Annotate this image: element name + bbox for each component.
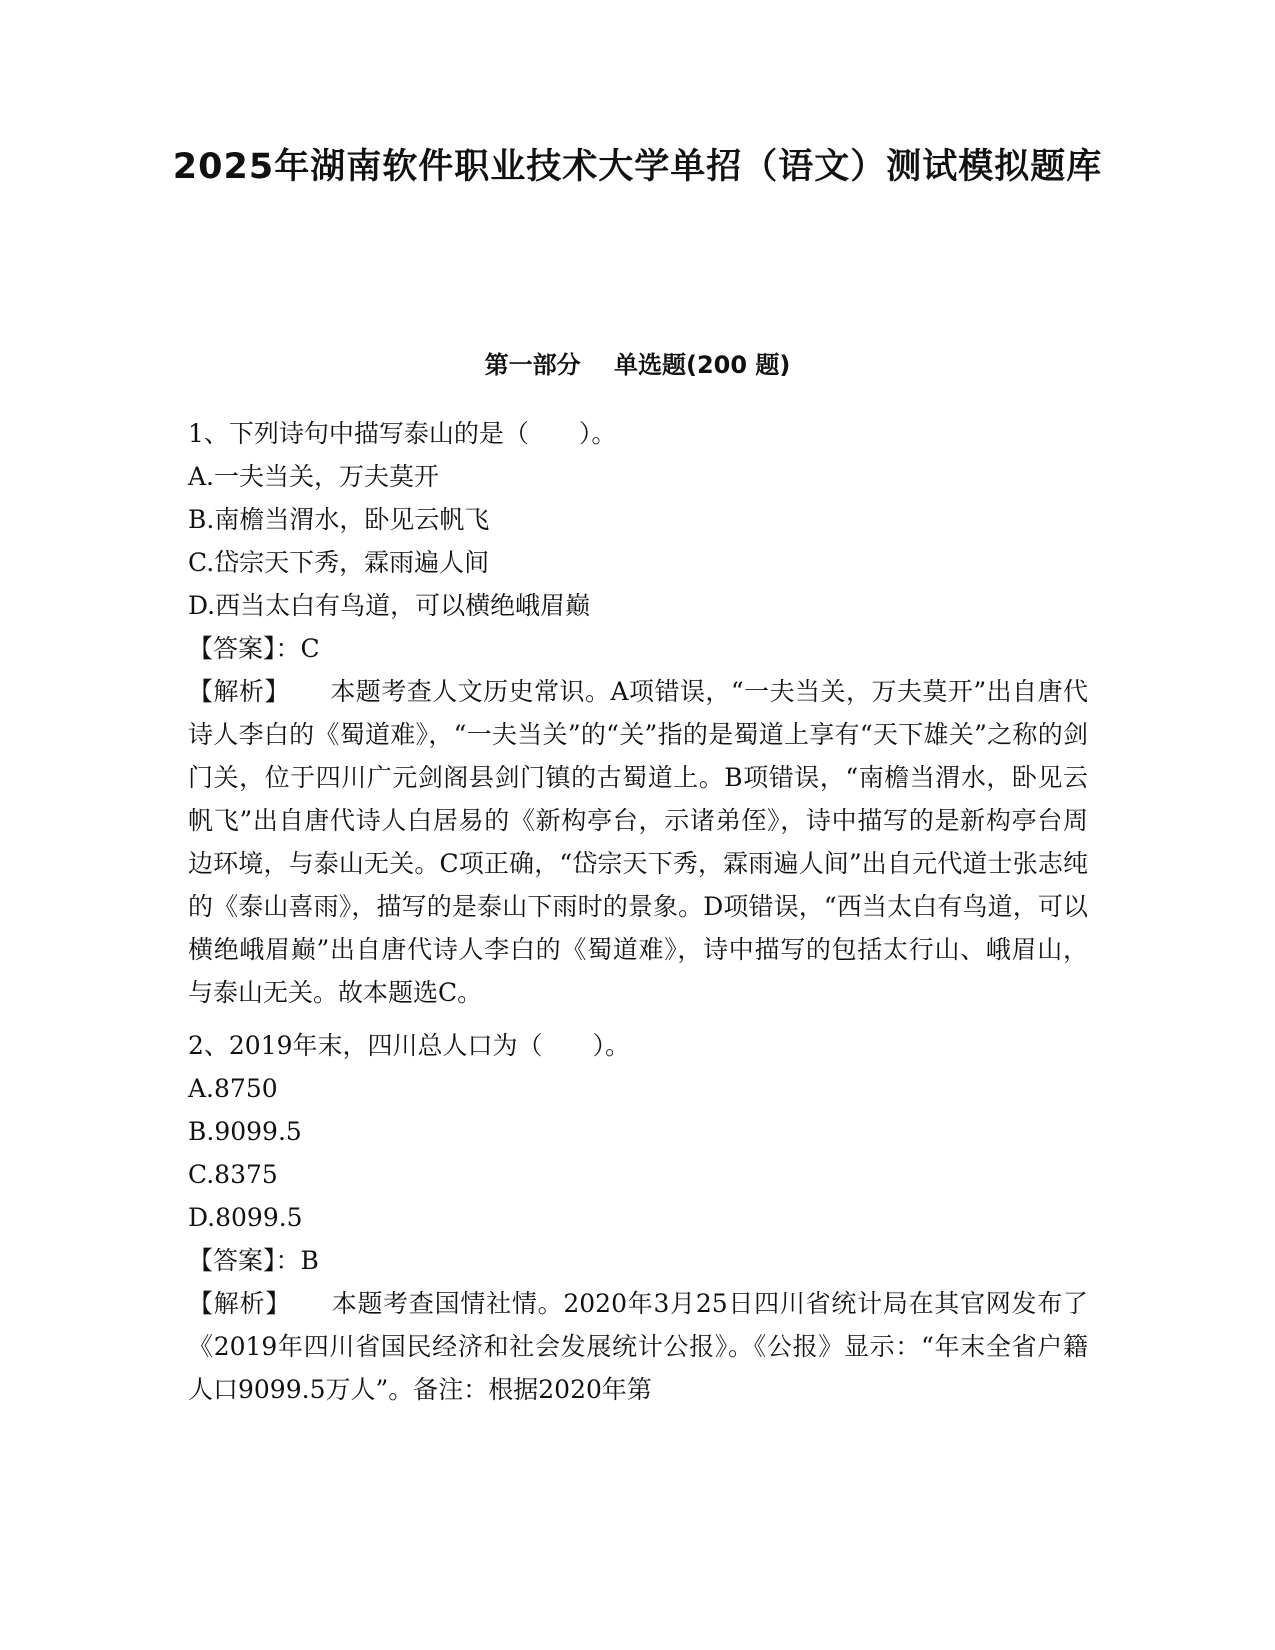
question-stem: 1、下列诗句中描写泰山的是（ ）。	[188, 419, 617, 448]
option-a: A.8750	[188, 1074, 278, 1103]
answer-line	[188, 1239, 1088, 1282]
question-item	[188, 412, 1088, 1014]
analysis-text: 本题考查人文历史常识。A项错误，“一夫当关，万夫莫开”出自唐代诗人李白的《蜀道难》，“一夫当关”的“关”指的是蜀道上享有“天下雄关”之称的剑门关，位于四川广元剑阁县剑门镇的古蜀道上。B项错误，“南檐当渭水，卧见云帆飞”出自唐代诗人白居易的《新构亭台，示诸弟侄》，诗中描写的是新构亭台周边环境，与泰山无关。C项正确，“岱宗天下秀，霖雨遍人间”出自元代道士张志纯的《泰山喜雨》，描写的是泰山下雨时的景象。D项错误，“西当太白有鸟道，可以横绝峨眉巅”出自唐代诗人李白的《蜀道难》，诗中描写的包括太行山、峨眉山，与泰山无关。故本题选C。	[188, 677, 1088, 1007]
question-list	[188, 412, 1088, 1421]
analysis-label: 【解析】	[188, 677, 290, 706]
answer-line	[188, 627, 1088, 670]
option-b: B.9099.5	[188, 1117, 302, 1146]
analysis-text: 本题考查国情社情。2020年3月25日四川省统计局在其官网发布了《2019年四川省国民经济和社会发展统计公报》。《公报》显示：“年末全省户籍人口9099.5万人”。备注：根据2020年第	[188, 1289, 1088, 1404]
answer-label: 【答案】：	[188, 634, 301, 663]
option-b: B.南檐当渭水，卧见云帆飞	[188, 505, 490, 534]
option-d: D.8099.5	[188, 1203, 303, 1232]
section-heading: 第一部分 单选题(200 题)	[484, 351, 791, 379]
option-c: C.8375	[188, 1160, 278, 1189]
question-item	[188, 1024, 1088, 1411]
option-d: D.西当太白有鸟道，可以横绝峨眉巅	[188, 591, 591, 620]
answer-value: B	[300, 1246, 319, 1275]
analysis-block	[188, 1282, 1088, 1411]
question-stem: 2、2019年末，四川总人口为（ ）。	[188, 1031, 631, 1060]
option-c: C.岱宗天下秀，霖雨遍人间	[188, 548, 490, 577]
option-a: A.一夫当关，万夫莫开	[188, 462, 440, 491]
answer-label: 【答案】：	[188, 1246, 301, 1275]
answer-value: C	[300, 634, 320, 663]
analysis-block	[188, 670, 1088, 1014]
analysis-label: 【解析】	[188, 1289, 291, 1318]
document-title: 2025年湖南软件职业技术大学单招（语文）测试模拟题库	[172, 147, 1103, 187]
